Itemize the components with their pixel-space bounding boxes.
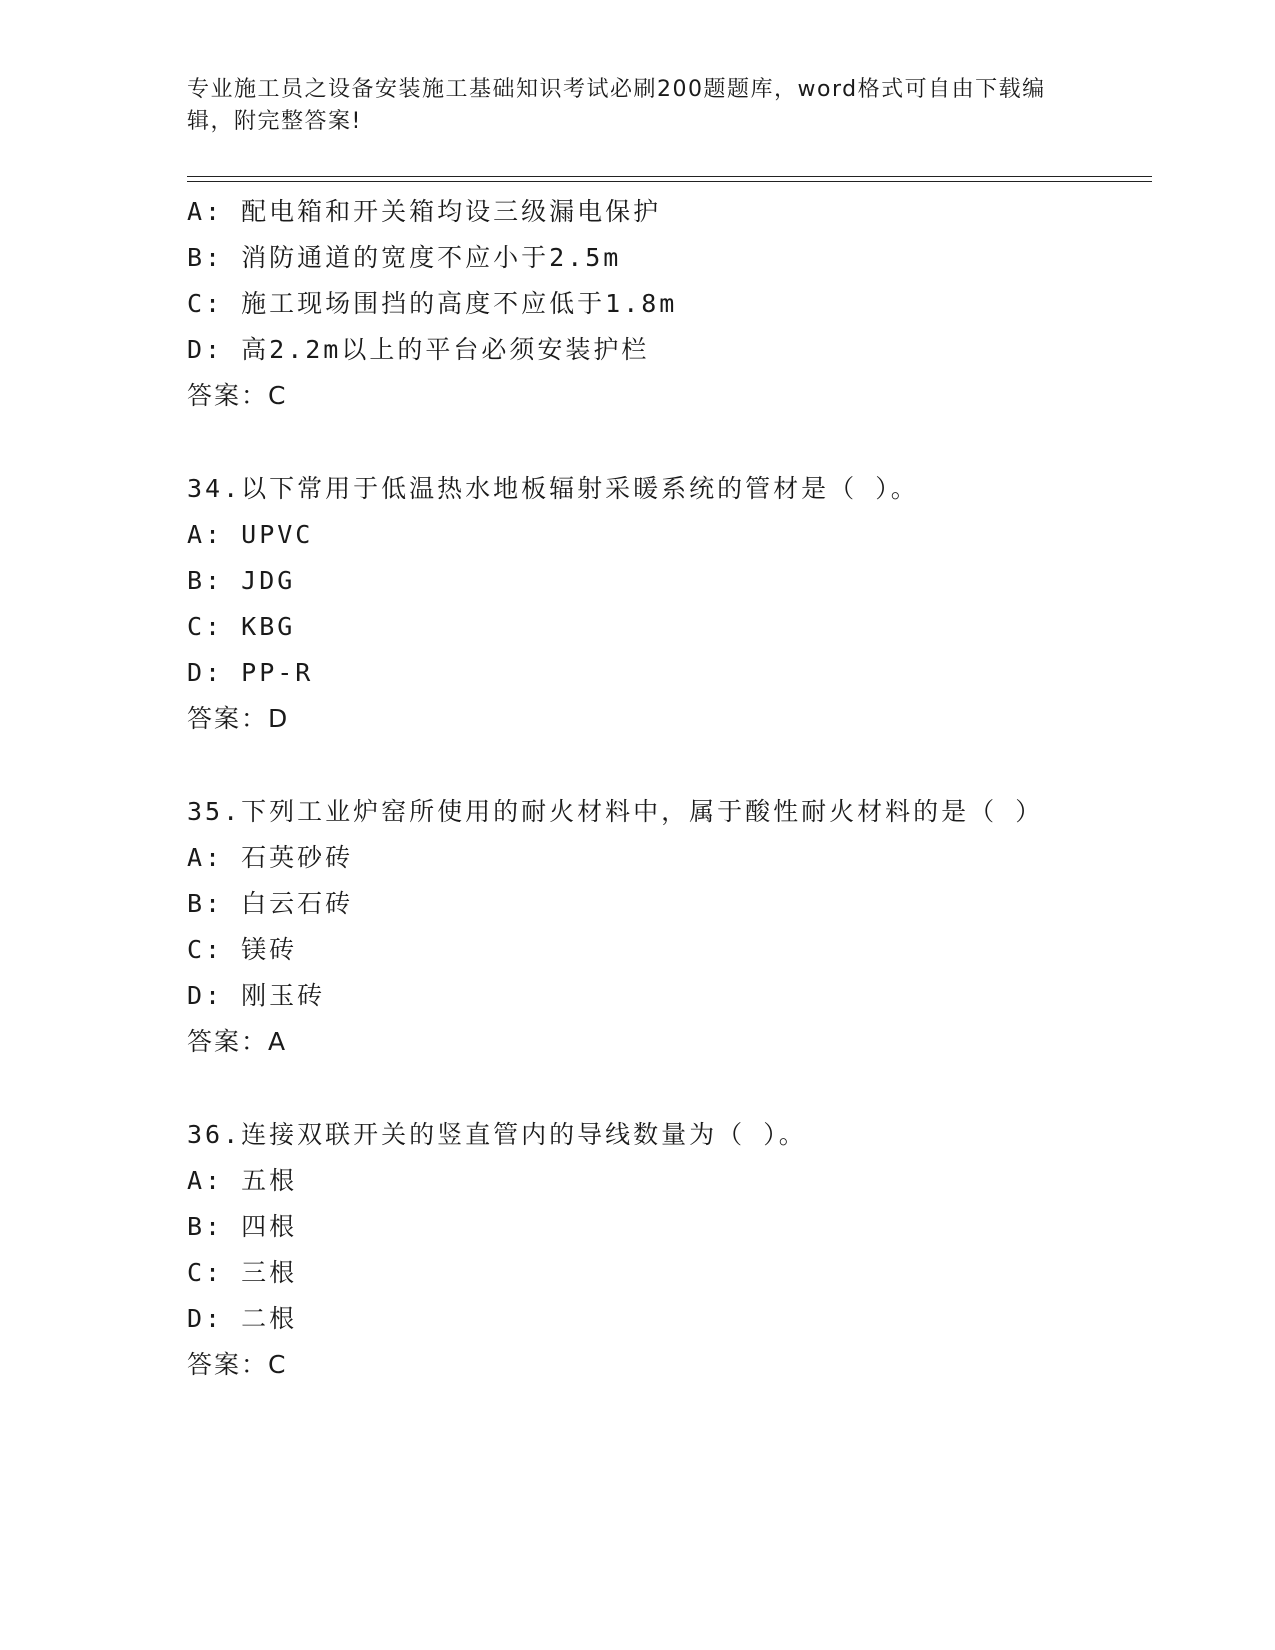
question-title: 36.连接双联开关的竖直管内的导线数量为（ ）。 (187, 1120, 807, 1149)
question-title: 35.下列工业炉窑所使用的耐火材料中，属于酸性耐火材料的是（ ） (187, 797, 1044, 826)
option-b: B: 消防通道的宽度不应小于2.5m (187, 243, 622, 272)
option-d: D: 二根 (187, 1304, 298, 1333)
option-a: A: 五根 (187, 1166, 298, 1195)
option-d: D: PP-R (187, 658, 314, 687)
question-list (187, 189, 1147, 1435)
option-b: B: 白云石砖 (187, 889, 354, 918)
answer-line: 答案：C (187, 381, 288, 410)
question-title: 34.以下常用于低温热水地板辐射采暖系统的管材是（ ）。 (187, 474, 919, 503)
option-b: B: JDG (187, 566, 296, 595)
option-a: A: 石英砂砖 (187, 843, 354, 872)
option-c: C: 三根 (187, 1258, 298, 1287)
question-block-35 (187, 789, 1147, 1065)
question-block-33 (187, 189, 1147, 419)
answer-line: 答案：C (187, 1350, 288, 1379)
question-block-34 (187, 466, 1147, 742)
question-block-36 (187, 1112, 1147, 1388)
option-a: A: 配电箱和开关箱均设三级漏电保护 (187, 197, 662, 226)
option-d: D: 高2.2m以上的平台必须安装护栏 (187, 335, 650, 364)
option-c: C: 施工现场围挡的高度不应低于1.8m (187, 289, 678, 318)
option-a: A: UPVC (187, 520, 314, 549)
header-divider-top (187, 176, 1152, 177)
header-divider-bottom (187, 181, 1152, 182)
answer-line: 答案：A (187, 1027, 288, 1056)
document-header: 专业施工员之设备安装施工基础知识考试必刷200题题库，word格式可自由下载编辑，附完整答案! (187, 77, 1046, 134)
answer-line: 答案：D (187, 704, 290, 733)
option-b: B: 四根 (187, 1212, 298, 1241)
option-c: C: KBG (187, 612, 296, 641)
option-d: D: 刚玉砖 (187, 981, 326, 1010)
option-c: C: 镁砖 (187, 935, 298, 964)
